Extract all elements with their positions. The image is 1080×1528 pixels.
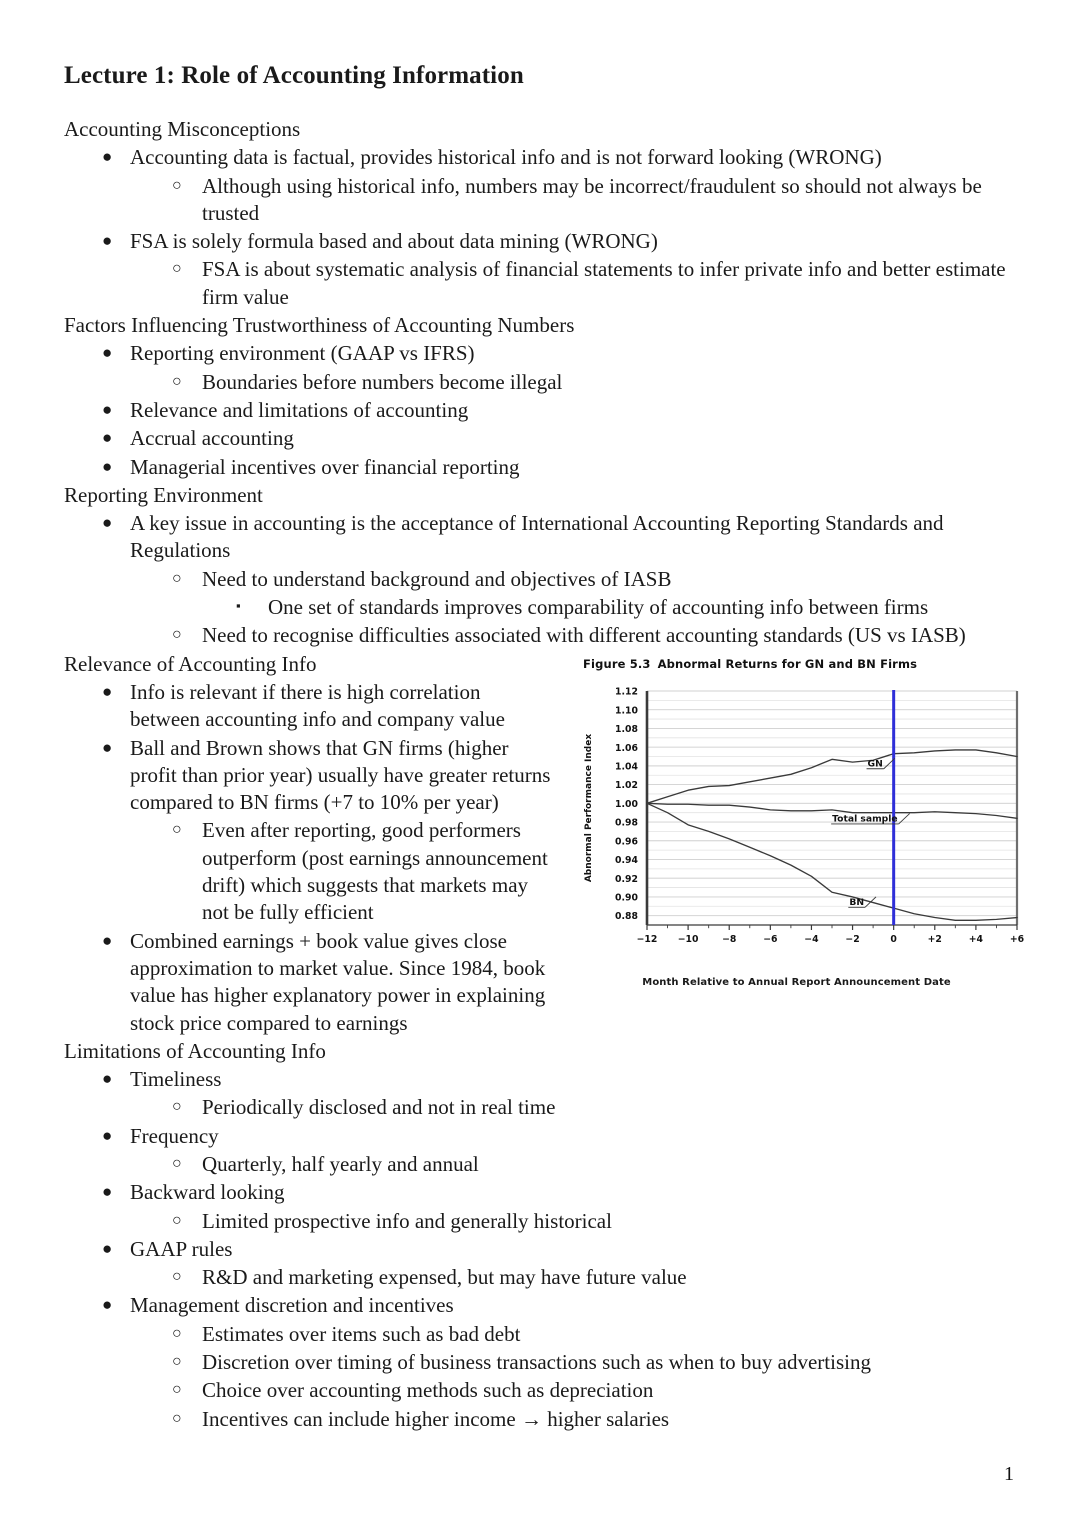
bullet-disc-icon: ● [102, 1295, 113, 1315]
svg-text:−2: −2 [845, 933, 860, 945]
list-item-text: Info is relevant if there is high correlation between accounting info and company value [130, 679, 505, 732]
bullet-circle-icon: ○ [172, 372, 182, 390]
bullet-disc-icon: ● [102, 737, 113, 757]
list-item-text: Accrual accounting [130, 426, 294, 451]
list-item-text: Timeliness [130, 1067, 222, 1092]
bullet-disc-icon: ● [102, 1182, 113, 1202]
bullet-circle-icon: ○ [172, 176, 182, 194]
list-item-text: Limited prospective info and generally historical [202, 1208, 612, 1233]
list-misconceptions [64, 144, 1024, 311]
list-item-text: Accounting data is factual, provides historical info and is not forward looking (WRONG) [130, 145, 882, 170]
list-item-text: Quarterly, half yearly and annual [202, 1151, 479, 1176]
svg-text:0: 0 [890, 933, 897, 945]
section-heading-limitations: Limitations of Accounting Info [64, 1038, 326, 1063]
list-item [64, 817, 1024, 926]
list-item [64, 1377, 1024, 1404]
svg-text:−12: −12 [636, 933, 658, 945]
list-item [64, 1123, 1024, 1150]
list-item [64, 340, 1024, 367]
list-item [64, 1406, 1024, 1433]
list-item-text: FSA is about systematic analysis of financial statements to infer private info and better estimate firm value [202, 257, 1006, 309]
list-item [64, 1208, 1024, 1235]
page-number: 1 [1004, 1463, 1014, 1485]
list-item-text: GAAP rules [130, 1236, 233, 1261]
list-item [64, 397, 1024, 424]
svg-text:−8: −8 [722, 933, 737, 945]
bullet-disc-icon: ● [102, 1069, 113, 1089]
bullet-circle-icon: ○ [172, 1268, 182, 1286]
bullet-disc-icon: ● [102, 343, 113, 363]
list-item [64, 1066, 1024, 1093]
bullet-disc-icon: ● [102, 1238, 113, 1258]
list-item [64, 425, 1024, 452]
bullet-circle-icon: ○ [172, 821, 182, 839]
bullet-circle-icon: ○ [172, 569, 182, 587]
page-title: Lecture 1: Role of Accounting Information [64, 62, 524, 89]
list-item [64, 454, 1024, 481]
bullet-circle-icon: ○ [172, 1098, 182, 1116]
list-item [64, 622, 1024, 649]
list-item-text: Combined earnings + book value gives close approximation to market value. Since 1984, book value has higher explanatory power in explaining stock price compared to earnings [130, 928, 546, 1035]
bullet-circle-icon: ○ [172, 1324, 182, 1342]
figure-caption [583, 657, 1024, 671]
svg-text:0.94: 0.94 [615, 854, 638, 866]
list-item [64, 1094, 1024, 1121]
list-item [64, 510, 1024, 565]
bullet-circle-icon: ○ [172, 1154, 182, 1172]
list-item [64, 1321, 1024, 1348]
list-item [64, 369, 1024, 396]
list-item-text: A key issue in accounting is the acceptance of International Accounting Reporting Standards and Regulations [130, 511, 944, 563]
svg-text:+6: +6 [1009, 933, 1024, 945]
bullet-circle-icon: ○ [172, 1409, 182, 1427]
svg-text:+4: +4 [968, 933, 984, 945]
svg-text:−4: −4 [804, 933, 819, 945]
svg-text:1.02: 1.02 [615, 779, 638, 791]
list-item-text: FSA is solely formula based and about data mining (WRONG) [130, 229, 658, 254]
list-item-text: Boundaries before numbers become illegal [202, 369, 563, 394]
svg-text:Total sample: Total sample [832, 813, 898, 825]
bullet-disc-icon: ● [102, 231, 113, 251]
list-item-text: Frequency [130, 1123, 219, 1148]
figure-number: Figure 5.3 [583, 656, 651, 671]
svg-text:1.00: 1.00 [615, 798, 638, 810]
figure-caption-text: Abnormal Returns for GN and BN Firms [657, 656, 918, 671]
list-item-text: Managerial incentives over financial reporting [130, 454, 520, 479]
section-heading-relevance: Relevance of Accounting Info [64, 651, 317, 676]
list-item-text: Reporting environment (GAAP vs IFRS) [130, 341, 475, 366]
svg-text:1.12: 1.12 [615, 686, 638, 698]
list-item-text: Ball and Brown shows that GN firms (higher profit than prior year) usually have greater returns compared to BN firms (+7 to 10% per year) [130, 735, 551, 815]
svg-text:−10: −10 [677, 933, 699, 945]
svg-text:0.88: 0.88 [615, 910, 638, 922]
bullet-circle-icon: ○ [172, 1381, 182, 1399]
list-item [64, 1349, 1024, 1376]
list-item [64, 256, 1024, 311]
list-item-text: Need to understand background and objectives of IASB [202, 566, 672, 591]
section-relevance [64, 651, 1024, 1037]
svg-text:0.96: 0.96 [615, 836, 638, 848]
section-heading-reporting-environment: Reporting Environment [64, 482, 263, 507]
bullet-disc-icon: ● [102, 399, 113, 419]
list-item-text: Incentives can include higher income → higher salaries [202, 1406, 670, 1431]
bullet-disc-icon: ● [102, 456, 113, 476]
svg-text:1.06: 1.06 [615, 742, 638, 754]
list-item-text: Even after reporting, good performers outperform (post earnings announcement drift) which suggests that markets may not be fully efficient [202, 818, 548, 925]
list-item [64, 735, 1024, 817]
list-factors [64, 340, 1024, 480]
list-item [64, 679, 1024, 734]
list-item-text: Need to recognise difficulties associated with different accounting standards (US vs IASB) [202, 623, 966, 648]
section-heading-misconceptions: Accounting Misconceptions [64, 117, 301, 141]
list-item-text: Relevance and limitations of accounting [130, 397, 469, 422]
svg-text:BN: BN [849, 896, 865, 908]
svg-text:1.04: 1.04 [615, 761, 638, 773]
list-item-text: Periodically disclosed and not in real time [202, 1095, 556, 1120]
svg-text:1.08: 1.08 [615, 723, 638, 735]
chart-x-axis-label: Month Relative to Annual Report Announcement Date [642, 976, 951, 988]
svg-text:0.98: 0.98 [615, 817, 638, 829]
list-item-text: Although using historical info, numbers may be incorrect/fraudulent so should not always be trusted [202, 173, 982, 225]
section-heading-factors: Factors Influencing Trustworthiness of Accounting Numbers [64, 313, 575, 338]
list-item [64, 1151, 1024, 1178]
list-item [64, 594, 1024, 621]
list-item [64, 173, 1024, 228]
list-item-text: Choice over accounting methods such as depreciation [202, 1378, 654, 1403]
list-item-text: Management discretion and incentives [130, 1293, 454, 1318]
bullet-disc-icon: ● [102, 513, 113, 533]
svg-text:−6: −6 [763, 933, 778, 945]
list-item [64, 1264, 1024, 1291]
svg-text:GN: GN [867, 757, 883, 769]
list-limitations [64, 1066, 1024, 1433]
bullet-disc-icon: ● [102, 428, 113, 448]
list-item [64, 1179, 1024, 1206]
list-item [64, 928, 1024, 1037]
list-item-text: Estimates over items such as bad debt [202, 1321, 521, 1346]
list-reporting-environment [64, 510, 1024, 649]
list-item-text: R&D and marketing expensed, but may have future value [202, 1265, 687, 1290]
bullet-disc-icon: ● [102, 1125, 113, 1145]
list-item [64, 228, 1024, 255]
list-item-text: One set of standards improves comparability of accounting info between firms [268, 595, 929, 620]
bullet-circle-icon: ○ [172, 260, 182, 278]
bullet-disc-icon: ● [102, 681, 113, 701]
list-item [64, 144, 1024, 171]
list-item [64, 566, 1024, 593]
svg-text:1.10: 1.10 [615, 704, 638, 716]
bullet-disc-icon: ● [102, 930, 113, 950]
bullet-disc-icon: ● [102, 147, 113, 167]
list-item-text: Discretion over timing of business transactions such as when to buy advertising [202, 1350, 871, 1375]
bullet-circle-icon: ○ [172, 626, 182, 644]
bullet-circle-icon: ○ [172, 1353, 182, 1371]
list-item-text: Backward looking [130, 1180, 285, 1205]
svg-text:0.90: 0.90 [615, 892, 638, 904]
svg-text:Abnormal Performance Index: Abnormal Performance Index [584, 733, 594, 882]
svg-text:+2: +2 [927, 933, 942, 945]
bullet-square-icon: ▪ [236, 598, 241, 614]
list-relevance [64, 679, 1024, 1037]
list-item [64, 1236, 1024, 1263]
bullet-circle-icon: ○ [172, 1211, 182, 1229]
list-item [64, 1292, 1024, 1319]
svg-text:0.92: 0.92 [615, 873, 638, 885]
